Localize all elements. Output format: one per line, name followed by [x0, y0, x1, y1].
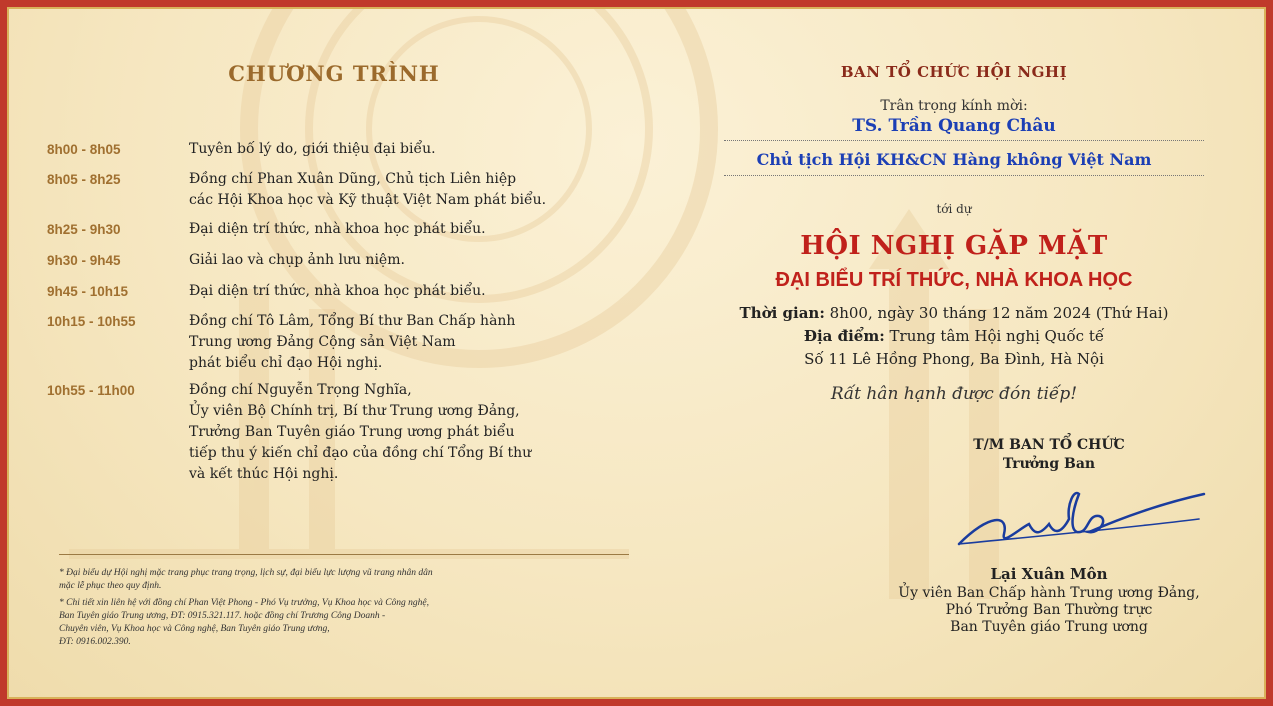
- note-dress-code: * Đại biểu dự Hội nghị mặc trang phục trang trọng, lịch sự, đại biểu lực lượng vũ trang nhân dân mặc lễ phục theo quy định.: [59, 568, 433, 591]
- guest-name-dotted-line: [724, 140, 1204, 141]
- time-value: 8h00, ngày 30 tháng 12 năm 2024 (Thứ Hai): [829, 304, 1169, 322]
- program-time: 10h15 - 10h55: [47, 314, 136, 329]
- signature-org: T/M BAN TỔ CHỨC: [973, 437, 1125, 453]
- program-notes: [59, 567, 619, 653]
- program-time: 8h25 - 9h30: [47, 222, 121, 237]
- program-time: 8h05 - 8h25: [47, 172, 121, 187]
- event-place: [669, 327, 1239, 345]
- program-desc: Đồng chí Tô Lâm, Tổng Bí thư Ban Chấp hành Trung ương Đảng Cộng sản Việt Nam phát biểu chỉ đạo Hội nghị.: [189, 313, 516, 371]
- organizer-heading: BAN TỔ CHỨC HỘI NGHỊ: [840, 63, 1068, 81]
- signer-role-line: Ban Tuyên giáo Trung ương: [950, 619, 1148, 635]
- signer-role-line: Phó Trưởng Ban Thường trực: [945, 602, 1153, 618]
- program-desc: Đại diện trí thức, nhà khoa học phát biểu.: [189, 283, 486, 299]
- attend-line: tới dự: [936, 202, 972, 216]
- program-time: 9h30 - 9h45: [47, 253, 121, 268]
- program-time: 9h45 - 10h15: [47, 284, 129, 299]
- guest-role: Chủ tịch Hội KH&CN Hàng không Việt Nam: [756, 150, 1152, 169]
- signer-name: Lại Xuân Môn: [990, 565, 1108, 583]
- program-desc: Tuyên bố lý do, giới thiệu đại biểu.: [189, 141, 436, 157]
- program-title: CHƯƠNG TRÌNH: [228, 61, 440, 86]
- event-time: [669, 304, 1239, 322]
- card-inner: [7, 7, 1266, 699]
- program-desc: Đồng chí Phan Xuân Dũng, Chủ tịch Liên hiệp các Hội Khoa học và Kỹ thuật Việt Nam phát biểu.: [189, 171, 547, 208]
- program-time: 8h00 - 8h05: [47, 142, 121, 157]
- guest-name: TS. Trần Quang Châu: [852, 116, 1056, 136]
- signer-role-line: Ủy viên Ban Chấp hành Trung ương Đảng,: [898, 585, 1200, 601]
- program-desc: Đồng chí Nguyễn Trọng Nghĩa, Ủy viên Bộ Chính trị, Bí thư Trung ương Đảng, Trưởng Ban Tuyên giáo Trung ương phát biểu tiếp thu ý kiến chỉ đạo của đồng chí Tổng Bí thư và kết thúc Hội nghị.: [189, 382, 532, 482]
- handwritten-signature: [949, 474, 1209, 564]
- welcome-text: Rất hân hạnh được đón tiếp!: [830, 384, 1078, 404]
- place-label: Địa điểm:: [803, 327, 885, 345]
- event-address: Số 11 Lê Hồng Phong, Ba Đình, Hà Nội: [804, 350, 1104, 368]
- time-label: Thời gian:: [739, 304, 825, 322]
- program-desc: Đại diện trí thức, nhà khoa học phát biểu.: [189, 221, 486, 237]
- program-desc: Giải lao và chụp ảnh lưu niệm.: [189, 252, 405, 268]
- signature-title: Trưởng Ban: [1002, 456, 1096, 472]
- notes-divider: [59, 554, 629, 555]
- program-time: 10h55 - 11h00: [47, 383, 135, 398]
- signer-role: [849, 585, 1249, 636]
- invite-line: Trân trọng kính mời:: [880, 98, 1028, 114]
- note-contact: * Chi tiết xin liên hệ với đồng chí Phan Việt Phong - Phó Vụ trưởng, Vụ Khoa học và Công nghệ, Ban Tuyên giáo Trung ương, ĐT: 0915.321.117. hoặc đồng chí Trương Công Doanh - Chuyên viên, Vụ Khoa học và Công nghệ, Ban Tuyên giáo Trung ương, ĐT: 0916.002.390.: [59, 598, 430, 647]
- conference-subtitle: ĐẠI BIỂU TRÍ THỨC, NHÀ KHOA HỌC: [775, 269, 1133, 291]
- place-value: Trung tâm Hội nghị Quốc tế: [889, 327, 1105, 345]
- guest-role-dotted-line: [724, 175, 1204, 176]
- conference-title: HỘI NGHỊ GẶP MẶT: [800, 231, 1108, 261]
